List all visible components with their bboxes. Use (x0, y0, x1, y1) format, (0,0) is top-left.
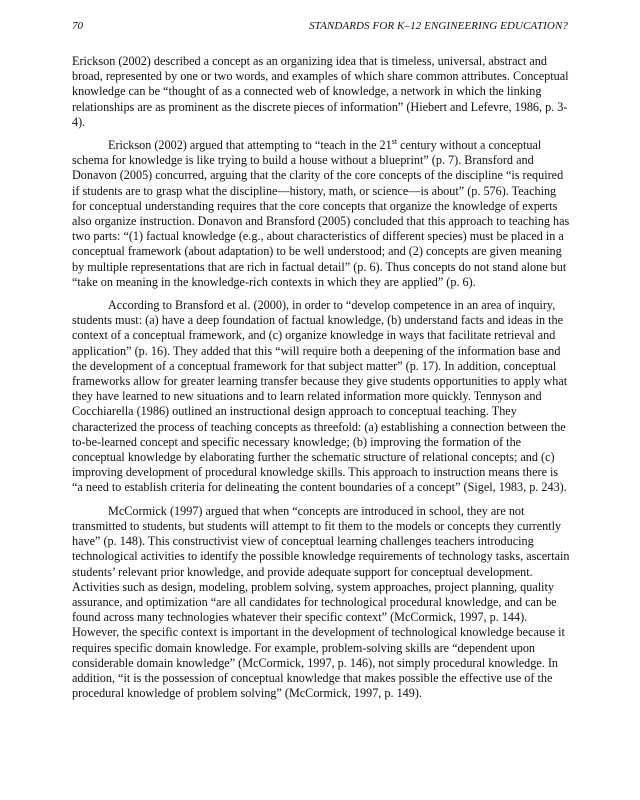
running-title: STANDARDS FOR K–12 ENGINEERING EDUCATION? (309, 20, 568, 32)
paragraph-1: Erickson (2002) described a concept as an organizing idea that is timeless, universal, abstract and broad, represented by one or two words, and examples of which share common attributes. Conceptual knowledge can be “thought of as a connected web of knowledge, a network in which the linking relationships are as prominent as the discrete pieces of information” (Hiebert and Lefevre, 1986, p. 3-4). (72, 54, 569, 129)
paragraph-2-lead-rest: century without a conceptual schema for knowledge is like trying to build a house without a blueprint” (p. 7). Bransford and (72, 138, 542, 168)
page-number: 70 (72, 20, 83, 32)
page-header (72, 20, 568, 36)
ordinal-suffix: st (391, 136, 398, 146)
paragraph-3: According to Bransford et al. (2000), in order to “develop competence in an area of inquiry, students must: (a) have a deep foundation of factual knowledge, (b) understand facts and ideas in the context of a conceptual framework, and (c) organize knowledge in ways that facilitate retrieval and application” (p. 16). They added that this “will require both a deepening of the information base and the development of a conceptual framework for that subject matter” (p. 17). In addition, conceptual frameworks allow for greater learning transfer because they give students opportunities to apply what they have learned to new situations and to learn related information more quickly. Tennyson and Cocchiarella (1986) outlined an instructional design approach to conceptual teaching. They characterized the process of teaching concepts as threefold: (a) establishing a connection between the to-be-learned concept and specific necessary knowledge; (b) improving the formation of the conceptual knowledge by elaborating further the schematic structure of relational concepts; and (c) improving development of procedural knowledge skills. This approach to instruction means there is “a need to establish criteria for delineating the content boundaries of a concept” (Sigel, 1983, p. 243). (72, 298, 568, 495)
paragraph-2 (72, 138, 570, 290)
body-text (72, 54, 570, 709)
paragraph-2-body: Donavon (2005) concurred, arguing that the clarity of the core concepts of the discipline “is required if students are to grasp what the discipline—history, math, or science—is about” (p. 576). Teaching for conceptual understanding requires that the core concepts that organize the knowledge of experts also organize instruction. Donavon and Bransford (2005) concluded that this approach to teaching has two parts: “(1) factual knowledge (e.g., about characteristics of different species) must be placed in a conceptual framework (about adaptation) to be well understood; and (2) concepts are given meaning by multiple representations that are rich in factual detail” (p. 6). Thus concepts do not stand alone but “take on meaning in the knowledge-rich contexts in which they are applied” (p. 6). (72, 168, 570, 289)
paragraph-2-lead: Erickson (2002) argued that attempting to “teach in the 21 (108, 138, 392, 153)
paragraph-4: McCormick (1997) argued that when “concepts are introduced in school, they are not transmitted to students, but students will attempt to fit them to the models or concepts they currently have” (p. 148). This constructivist view of conceptual learning challenges teachers introducing technological activities to identify the possible knowledge requirements of technology tasks, ascertain students’ relevant prior knowledge, and provide adequate support for conceptual development. Activities such as design, modeling, problem solving, system approaches, project planning, quality assurance, and optimization “are all candidates for technological procedural knowledge, and can be found across many technologies whatever their specific context” (McCormick, 1997, p. 144). However, the specific context is important in the development of technological knowledge because it requires specific domain knowledge. For example, problem-solving skills are “dependent upon considerable domain knowledge” (McCormick, 1997, p. 146), not simply procedural knowledge. In addition, “it is the possession of conceptual knowledge that makes possible the effective use of the procedural knowledge of problem solving” (McCormick, 1997, p. 149). (72, 503, 570, 701)
